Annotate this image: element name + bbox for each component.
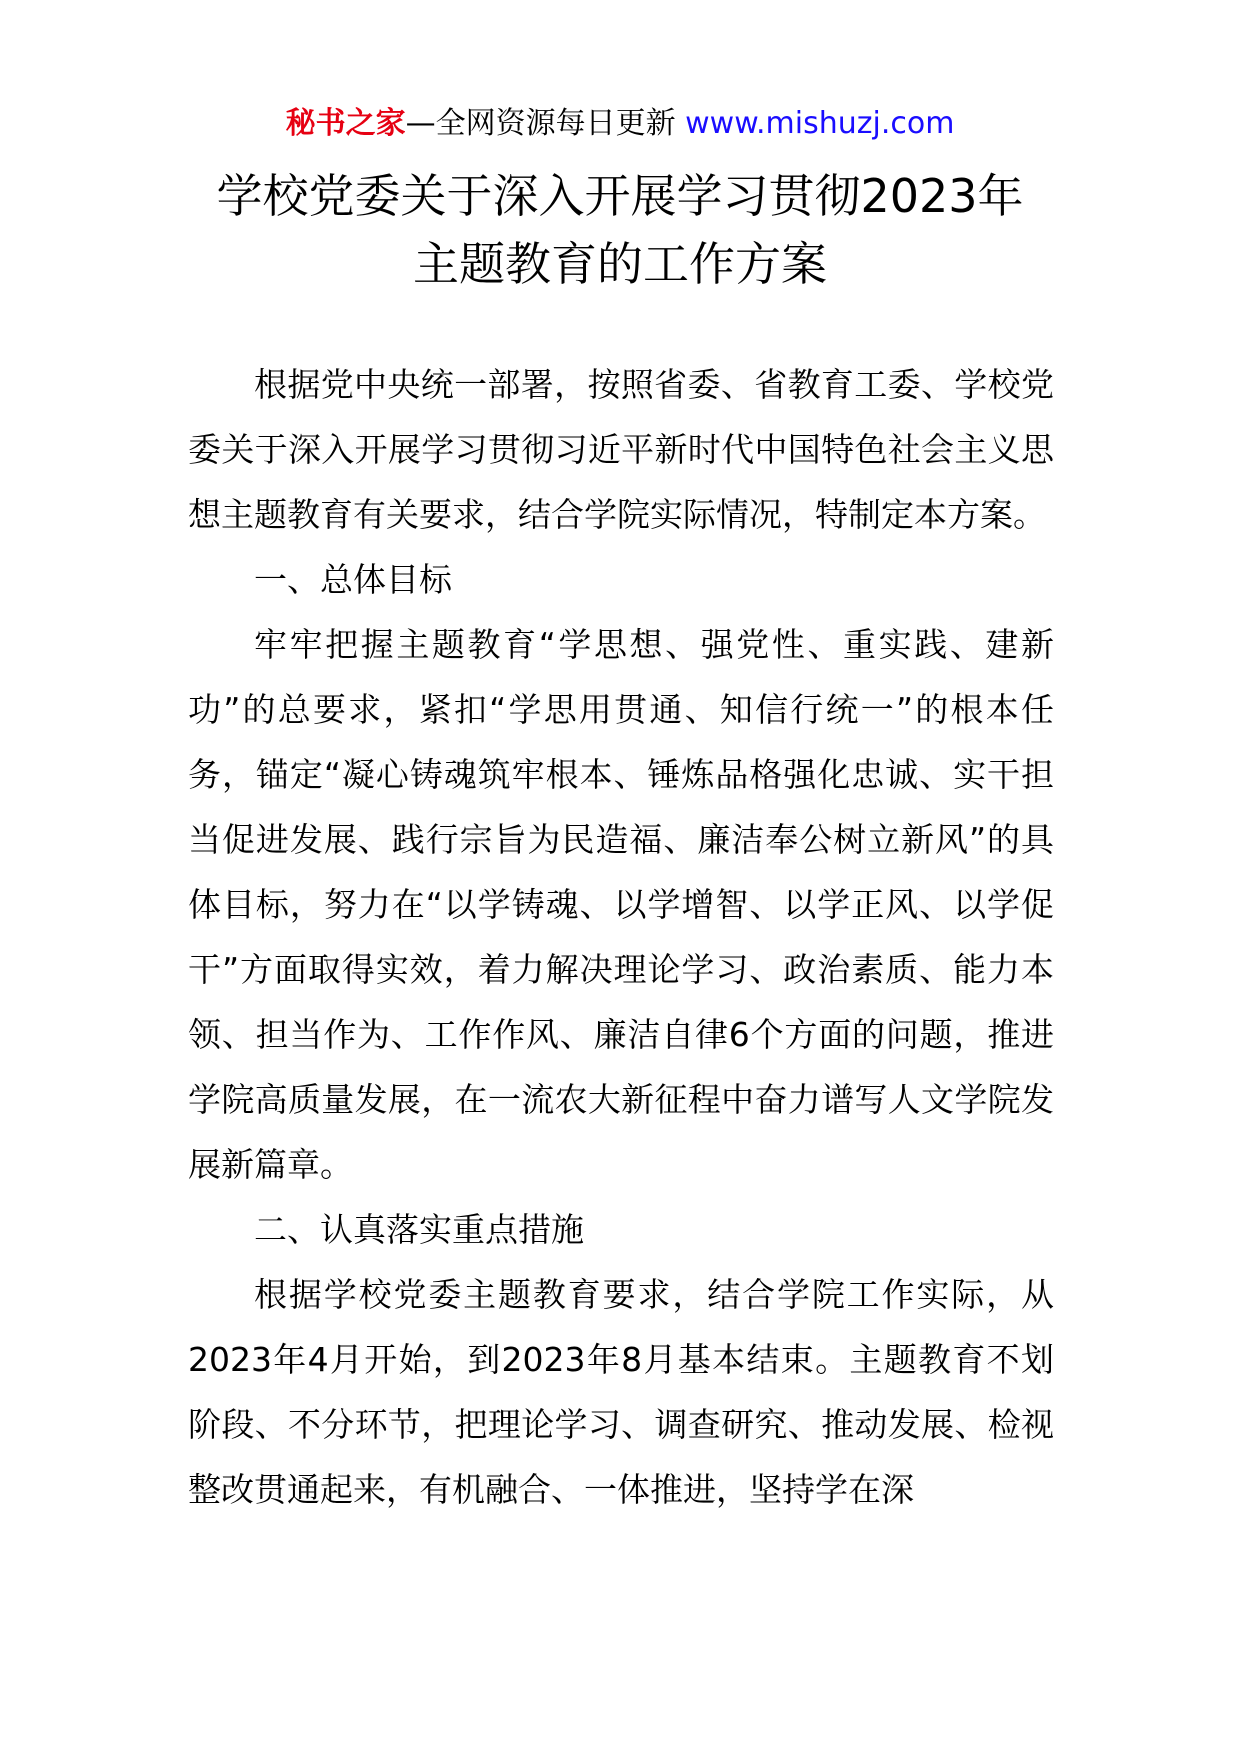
title-line-1: 学校党委关于深入开展学习贯彻2023年 xyxy=(216,169,1024,223)
section-2-heading: 二、认真落实重点措施 xyxy=(254,1210,584,1249)
title-line-2: 主题教育的工作方案 xyxy=(413,237,827,291)
section-1-paragraph: 牢牢把握主题教育“学思想、强党性、重实践、建新功”的总要求，紧扣“学思用贯通、知信行统一”的根本任务，锚定“凝心铸魂筑牢根本、锤炼品格强化忠诚、实干担当促进发展、践行宗旨为民造福、廉洁奉公树立新风”的具体目标，努力在“以学铸魂、以学增智、以学正风、以学促干”方面取得实效，着力解决理论学习、政治素质、能力本领、担当作为、工作作风、廉洁自律6个方面的问题，推进学院高质量发展，在一流农大新征程中奋力谱写人文学院发展新篇章。 xyxy=(188,625,1054,1184)
banner-tagline: —全网资源每日更新 xyxy=(405,106,686,141)
document-title xyxy=(0,162,1240,298)
section-1-heading: 一、总体目标 xyxy=(254,560,452,599)
brand-name: 秘书之家 xyxy=(285,106,406,141)
banner-url[interactable]: www.mishuzj.com xyxy=(685,106,955,141)
site-banner xyxy=(0,102,1240,146)
section-2-paragraph: 根据学校党委主题教育要求，结合学院工作实际，从2023年4月开始，到2023年8月基本结束。主题教育不划阶段、不分环节，把理论学习、调查研究、推动发展、检视整改贯通起来，有机融合、一体推进，坚持学在深 xyxy=(188,1275,1054,1509)
document-body xyxy=(188,352,1054,1522)
intro-paragraph: 根据党中央统一部署，按照省委、省教育工委、学校党委关于深入开展学习贯彻习近平新时代中国特色社会主义思想主题教育有关要求，结合学院实际情况，特制定本方案。 xyxy=(188,365,1054,534)
